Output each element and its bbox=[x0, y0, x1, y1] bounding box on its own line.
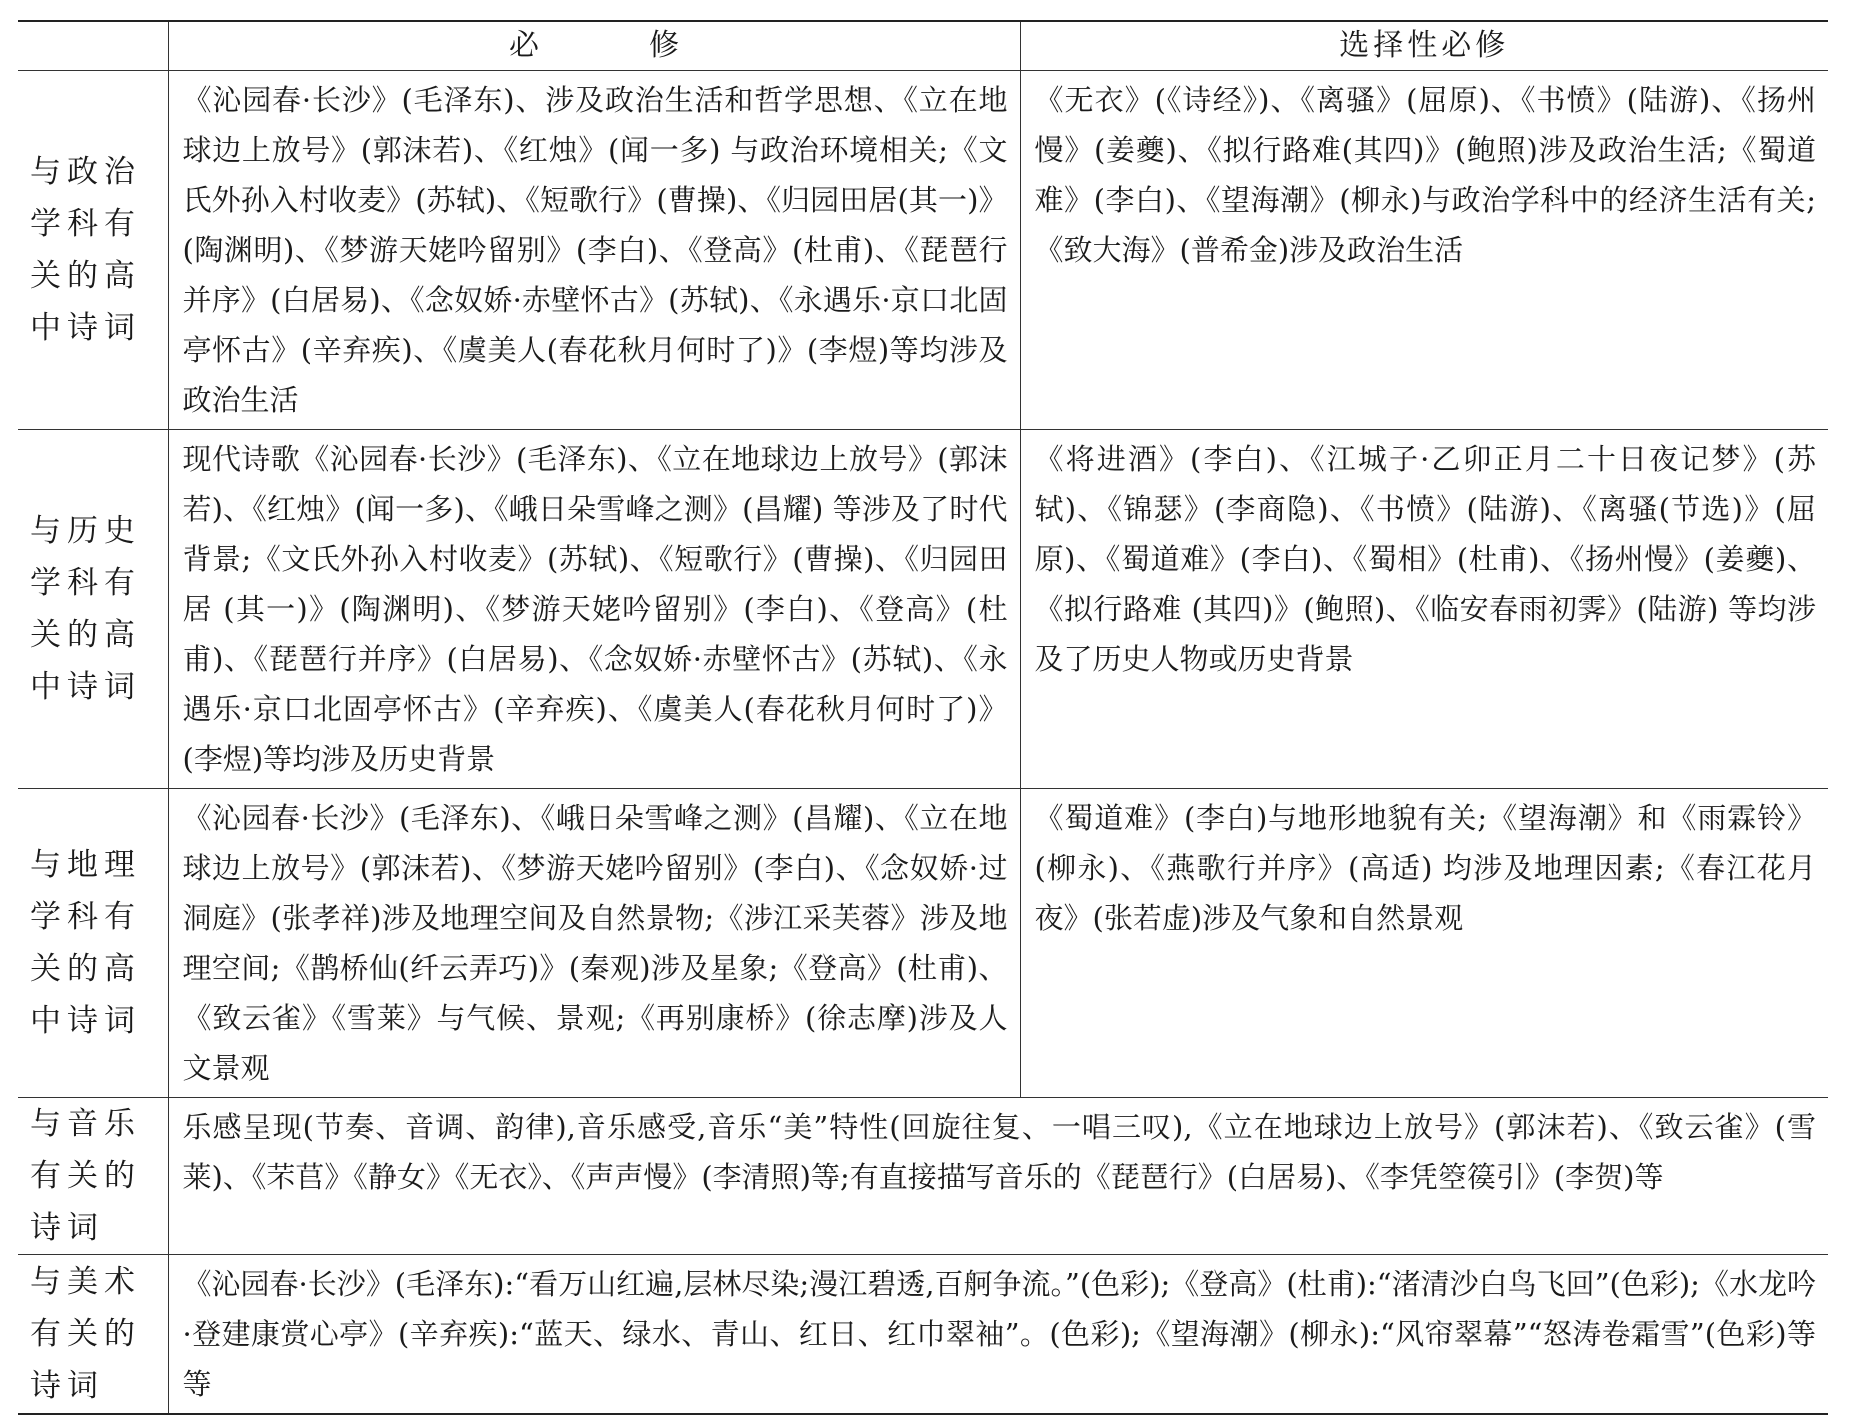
elective-cell-geography: 《蜀道难》(李白)与地形地貌有关;《望海潮》和《雨霖铃》(柳永)、《燕歌行并序》(高适) 均涉及地理因素;《春江花月夜》(张若虚)涉及气象和自然景观 bbox=[1020, 789, 1828, 1098]
combined-cell-art: 《沁园春·长沙》(毛泽东):“看万山红遍,层林尽染;漫江碧透,百舸争流。”(色彩);《登高》(杜甫):“渚清沙白鸟飞回”(色彩);《水龙吟·登建康赏心亭》(辛弃疾):“蓝天、绿水、青山、红日、红巾翠袖”。(色彩);《望海潮》(柳永):“风帘翠幕”“怒涛卷霜雪”(色彩)等等 bbox=[168, 1255, 1828, 1415]
table-row-politics bbox=[18, 71, 1828, 430]
required-cell-politics: 《沁园春·长沙》(毛泽东)、涉及政治生活和哲学思想、《立在地球边上放号》(郭沫若)、《红烛》(闻一多) 与政治环境相关;《文氏外孙入村收麦》(苏轼)、《短歌行》(曹操)、《归园田居(其一)》(陶渊明)、《梦游天姥吟留别》(李白)、《登高》(杜甫)、《琵琶行并序》(白居易)、《念奴娇·赤壁怀古》(苏轼)、《永遇乐·京口北固亭怀古》(辛弃疾)、《虞美人(春花秋月何时了)》(李煜)等均涉及政治生活 bbox=[168, 71, 1020, 430]
required-cell-history: 现代诗歌《沁园春·长沙》(毛泽东)、《立在地球边上放号》(郭沫若)、《红烛》(闻一多)、《峨日朵雪峰之测》(昌耀) 等涉及了时代背景;《文氏外孙入村收麦》(苏轼)、《短歌行》(曹操)、《归园田居 (其一)》(陶渊明)、《梦游天姥吟留别》(李白)、《登高》(杜甫)、《琵琶行并序》(白居易)、《念奴娇·赤壁怀古》(苏轼)、《永遇乐·京口北固亭怀古》(辛弃疾)、《虞美人(春花秋月何时了)》(李煜)等均涉及历史背景 bbox=[168, 430, 1020, 789]
elective-cell-politics: 《无衣》(《诗经》)、《离骚》(屈原)、《书愤》(陆游)、《扬州慢》(姜夔)、《拟行路难(其四)》(鲍照)涉及政治生活;《蜀道难》(李白)、《望海潮》(柳永)与政治学科中的经济生活有关;《致大海》(普希金)涉及政治生活 bbox=[1020, 71, 1828, 430]
corner-cell bbox=[18, 21, 168, 71]
header-row bbox=[18, 21, 1828, 71]
table-row-history bbox=[18, 430, 1828, 789]
elective-cell-history: 《将进酒》(李白)、《江城子·乙卯正月二十日夜记梦》(苏轼)、《锦瑟》(李商隐)、《书愤》(陆游)、《离骚(节选)》(屈原)、《蜀道难》(李白)、《蜀相》(杜甫)、《扬州慢》(姜夔)、《拟行路难 (其四)》(鲍照)、《临安春雨初霁》(陆游) 等均涉及了历史人物或历史背景 bbox=[1020, 430, 1828, 789]
table-row-music bbox=[18, 1098, 1828, 1255]
table-row-geography bbox=[18, 789, 1828, 1098]
table-row-art bbox=[18, 1255, 1828, 1415]
row-label-art: 与美术有关的诗词 bbox=[18, 1255, 168, 1415]
row-label-geography: 与地理学科有关的高中诗词 bbox=[18, 789, 168, 1098]
row-label-politics: 与政治学科有关的高中诗词 bbox=[18, 71, 168, 430]
required-column-header: 必 修 bbox=[168, 21, 1020, 71]
row-label-history: 与历史学科有关的高中诗词 bbox=[18, 430, 168, 789]
poetry-subject-table bbox=[18, 20, 1828, 1415]
row-label-music: 与音乐有关的诗词 bbox=[18, 1098, 168, 1255]
combined-cell-music: 乐感呈现(节奏、音调、韵律),音乐感受,音乐“美”特性(回旋往复、一唱三叹),《立在地球边上放号》(郭沫若)、《致云雀》(雪莱)、《芣苢》《静女》《无衣》、《声声慢》(李清照)等;有直接描写音乐的《琵琶行》(白居易)、《李凭箜篌引》(李贺)等 bbox=[168, 1098, 1828, 1255]
elective-column-header: 选择性必修 bbox=[1020, 21, 1828, 71]
required-cell-geography: 《沁园春·长沙》(毛泽东)、《峨日朵雪峰之测》(昌耀)、《立在地球边上放号》(郭沫若)、《梦游天姥吟留别》(李白)、《念奴娇·过洞庭》(张孝祥)涉及地理空间及自然景物;《涉江采芙蓉》涉及地理空间;《鹊桥仙(纤云弄巧)》(秦观)涉及星象;《登高》(杜甫)、《致云雀》《雪莱》与气候、景观;《再别康桥》(徐志摩)涉及人文景观 bbox=[168, 789, 1020, 1098]
